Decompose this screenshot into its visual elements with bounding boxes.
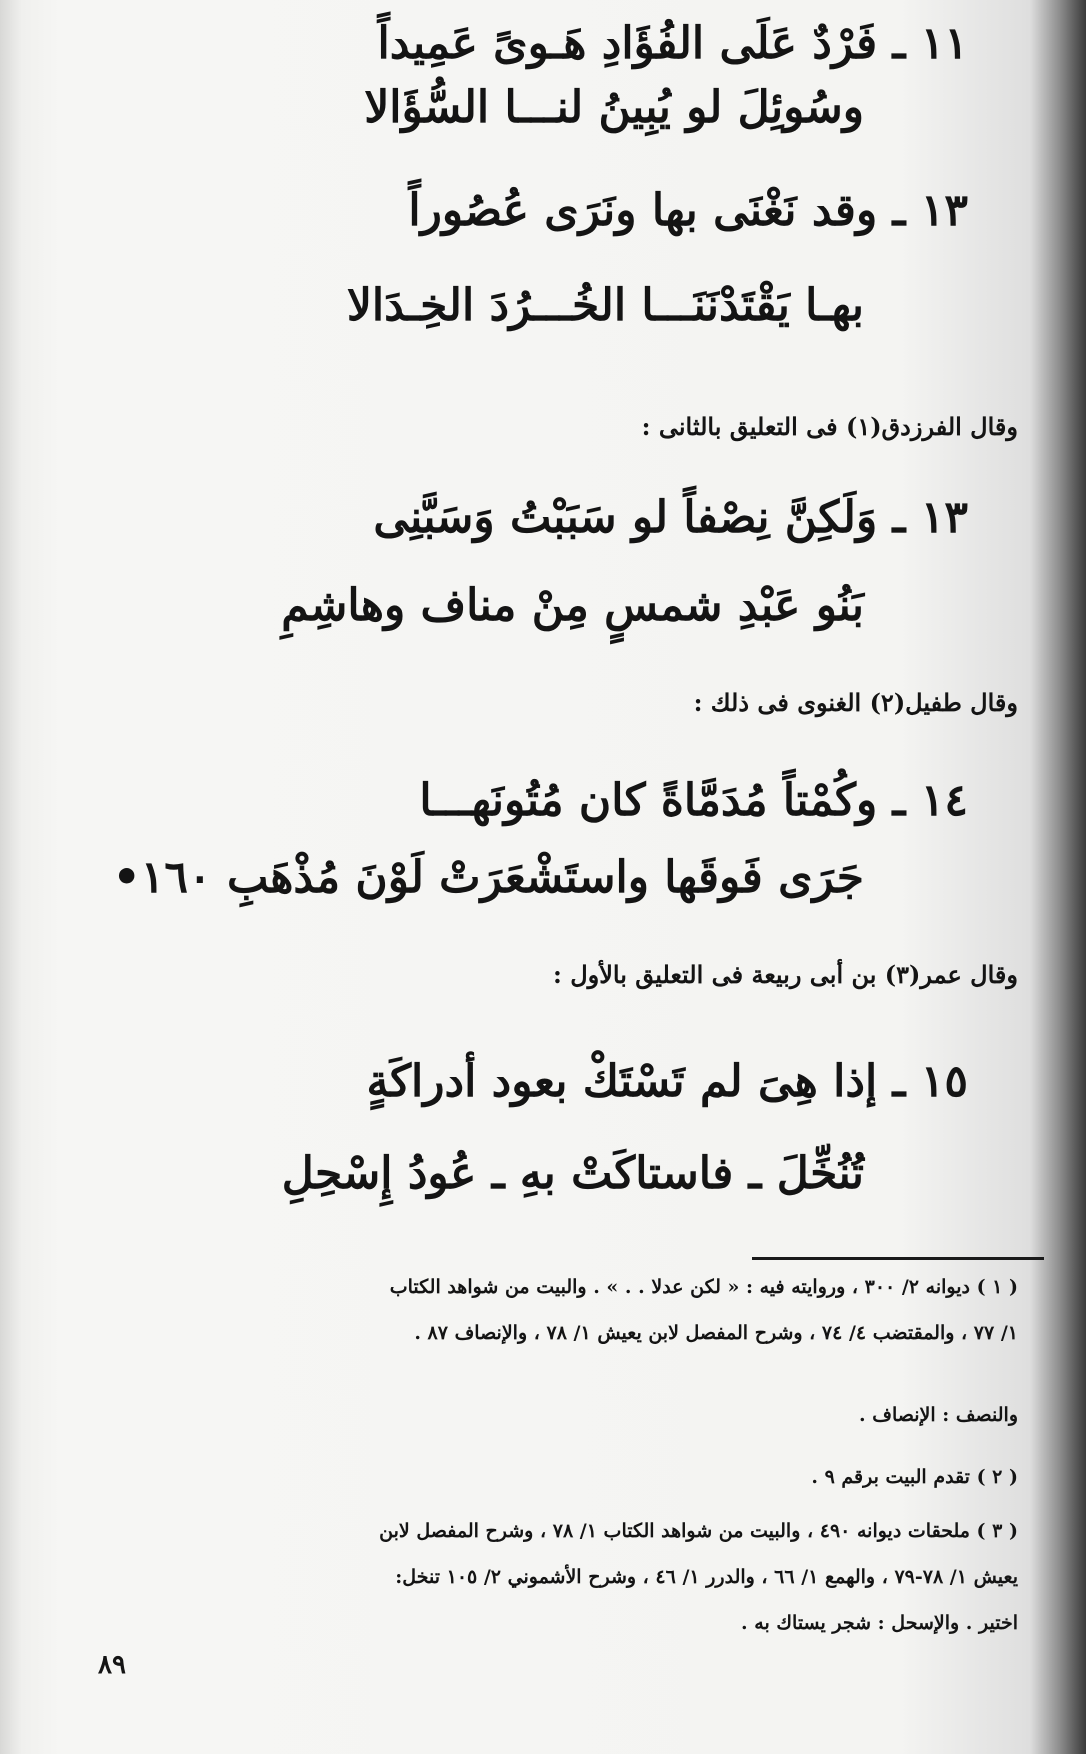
umar-verse-first-hemistich: ١٥ ـ إذا هِىَ لم تَسْتَكْ بعود أدراكَةٍ	[366, 1056, 968, 1107]
footnote-1-line-3: والنصف : الإنصاف .	[859, 1404, 1018, 1426]
footnote-1-line-1: ( ١ ) ديوانه ٢/ ٣٠٠ ، وروايته فيه : « لكن عدلا . . » . والبيت من شواهد الكتاب	[389, 1276, 1018, 1298]
umar-intro: وقال عمر(٣) بن أبى ربيعة فى التعليق بالأول :	[552, 960, 1018, 989]
page-number: ٨٩	[98, 1650, 126, 1680]
footnote-separator	[752, 1257, 1044, 1260]
umar-verse-second-hemistich: تُنُخِّلَ ـ فاستاكَتْ بهِ ـ عُودُ إِسْحِلِ	[281, 1148, 864, 1199]
verse-13-second-hemistich: بهـا يَقْتَدْنَنَـــا الخُـــرُدَ الخِـدَالا	[346, 280, 864, 331]
verse-11-second-hemistich: وسُوئِلَ لو يُبِينُ لنـــا السُّؤَالا	[364, 82, 864, 133]
farazdaq-verse-first-hemistich: ١٣ ـ وَلَكِنَّ نِصْفاً لو سَبَبْتُ وَسَبَّنِى	[373, 492, 968, 543]
footnote-1-line-2: ١/ ٧٧ ، والمقتضب ٤/ ٧٤ ، وشرح المفصل لابن يعيش ١/ ٧٨ ، والإنصاف ٨٧ .	[414, 1322, 1018, 1344]
tufail-intro: وقال طفيل(٢) الغنوى فى ذلك :	[693, 688, 1018, 717]
verse-13-first-hemistich: ١٣ ـ وقد نَغْنَى بها ونَرَى عُصُوراً	[408, 185, 968, 236]
footnote-3-line-1: ( ٣ ) ملحقات ديوانه ٤٩٠ ، والبيت من شواهد الكتاب ١/ ٧٨ ، وشرح المفصل لابن	[379, 1520, 1018, 1542]
farazdaq-intro: وقال الفرزدق(١) فى التعليق بالثانى :	[641, 412, 1018, 441]
footnote-2: ( ٢ ) تقدم البيت برقم ٩ .	[811, 1466, 1018, 1488]
verse-11-first-hemistich: ١١ ـ فَرْدٌ عَلَى الفُؤَادِ هَـوىً عَمِيداً	[377, 18, 968, 69]
footnote-3-line-2: يعيش ١/ ٧٨-٧٩ ، والهمع ١/ ٦٦ ، والدرر ١/ ٤٦ ، وشرح الأشموني ٢/ ١٠٥ تنخل:	[395, 1566, 1018, 1588]
farazdaq-verse-second-hemistich: بَنُو عَبْدِ شمسٍ مِنْ مناف وهاشِمِ	[281, 580, 864, 631]
footnote-3-line-3: اختير . والإسحل : شجر يستاك به .	[741, 1612, 1018, 1634]
tufail-verse-second-hemistich: جَرَى فَوقَها واستَشْعَرَتْ لَوْنَ مُذْهَبِ ١٦٠•	[112, 852, 864, 903]
tufail-verse-first-hemistich: ١٤ ـ وكُمْتاً مُدَمَّاةً كان مُتُونَهـــا	[419, 775, 968, 826]
